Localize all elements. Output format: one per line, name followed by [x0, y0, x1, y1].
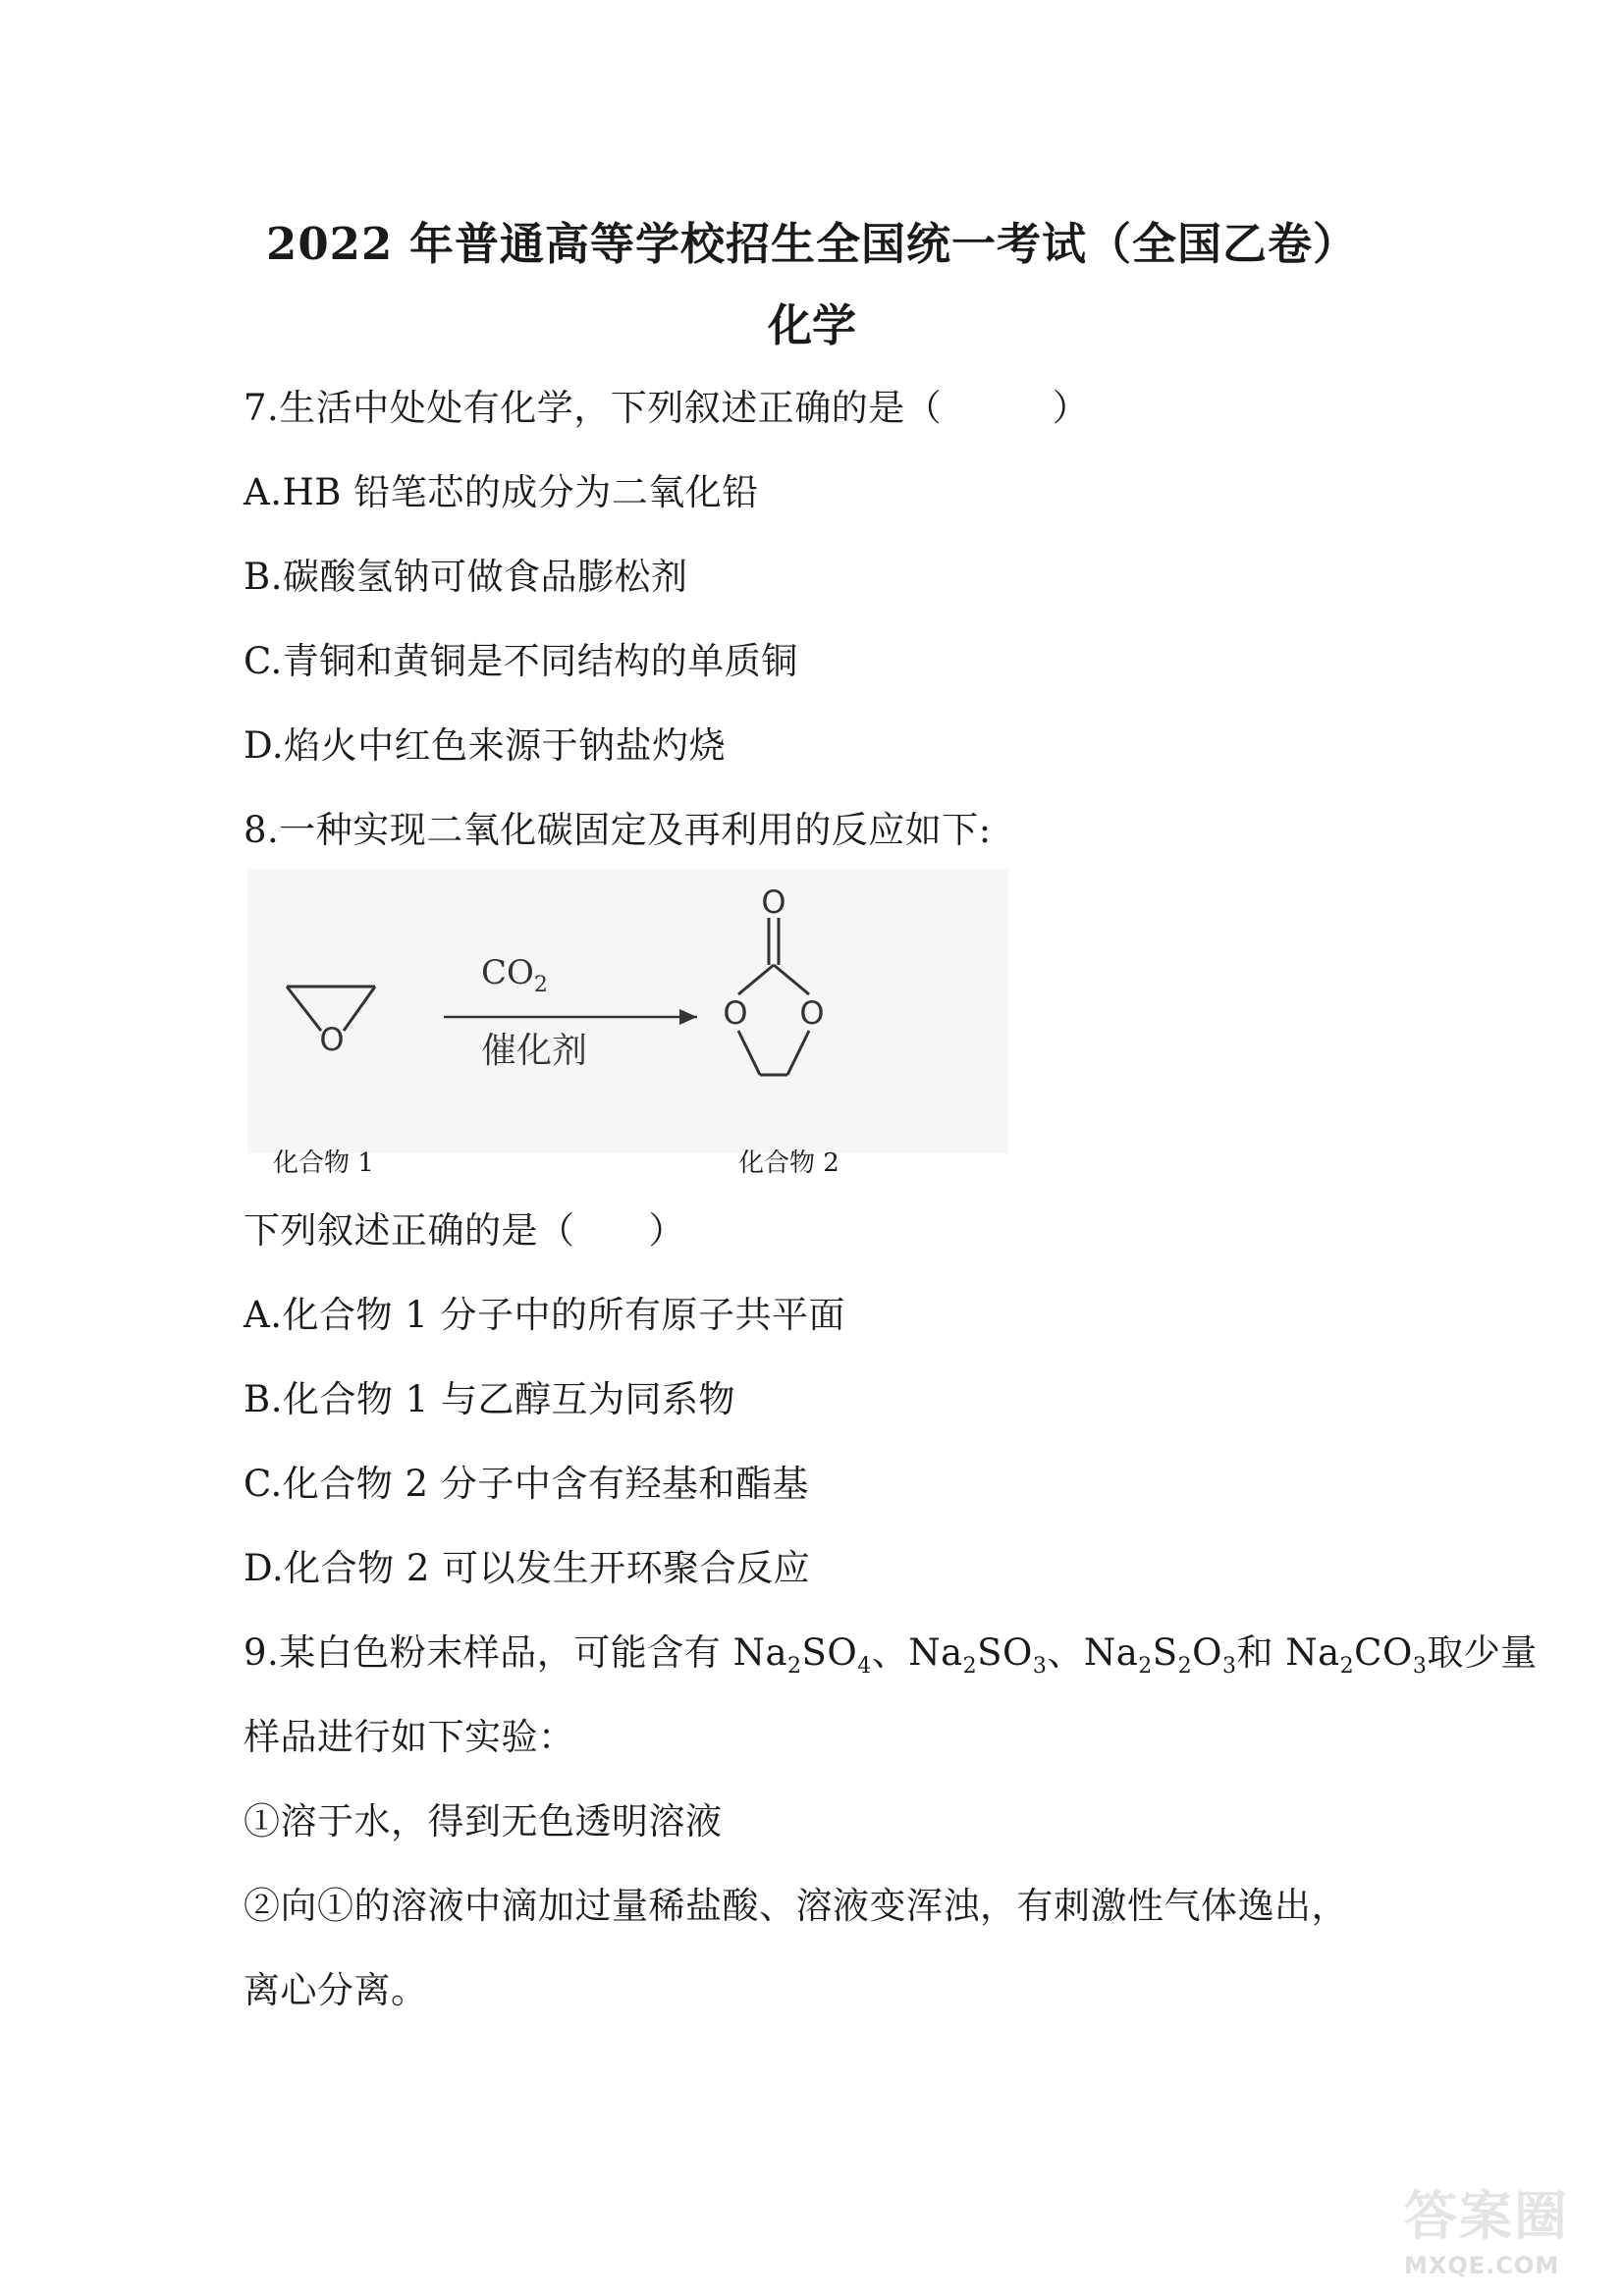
watermark-url: MXQE.COM — [1404, 2252, 1560, 2279]
q9-step-2: ②向①的溶液中滴加过量稀盐酸、溶液变浑浊，有刺激性气体逸出， — [244, 1885, 1348, 1927]
carbonyl-oxygen: O — [761, 883, 786, 921]
reagent-catalyst: 催化剂 — [481, 1031, 588, 1071]
compound-1-oxygen: O — [319, 1021, 345, 1058]
q7-option-c: C.青铜和黄铜是不同结构的单质铜 — [244, 640, 798, 682]
formula-na2co3: $Na_2CO_3$ — [1285, 1631, 1428, 1679]
ring-oxygen-right: O — [799, 994, 825, 1032]
reagent-co2: $CO_2$ — [481, 953, 548, 997]
formula-na2s2o3: $Na_2S_2O_3$ — [1083, 1631, 1237, 1679]
q9-step-1: ①溶于水，得到无色透明溶液 — [244, 1800, 723, 1842]
q8-option-a: A.化合物 1 分子中的所有原子共平面 — [244, 1294, 846, 1336]
reaction-figure — [247, 869, 1008, 1153]
compound-1-caption: 化合物 1 — [273, 1148, 374, 1178]
q8-prompt: 下列叙述正确的是（ ） — [244, 1209, 685, 1252]
watermark — [1404, 2174, 1610, 2282]
formula-na2so4: $Na_2SO_4$ — [732, 1631, 872, 1679]
q8-option-c: C.化合物 2 分子中含有羟基和酯基 — [244, 1463, 809, 1505]
compound-2-caption: 化合物 2 — [738, 1148, 839, 1178]
q9-step-2-cont: 离心分离。 — [244, 1969, 428, 2011]
watermark-logo: 答案圈 — [1404, 2185, 1569, 2247]
q9-stem-line2: 样品进行如下实验： — [244, 1716, 575, 1758]
compound-2-structure — [738, 918, 809, 1075]
q8-stem: 8.一种实现二氧化碳固定及再利用的反应如下: — [244, 809, 992, 851]
q9-stem-prefix: 9.某白色粉末样品，可能含有 — [244, 1631, 733, 1674]
q9-stem-suffix: 取少量 — [1427, 1631, 1538, 1674]
q9-stem: 9.某白色粉末样品，可能含有 $Na_2SO_4$、$Na_2SO_3$、$Na_2S_2O_3$和 $Na_2CO_3$取少量 — [244, 1631, 1538, 1679]
formula-na2so3: $Na_2SO_3$ — [908, 1631, 1048, 1679]
q8-option-d: D.化合物 2 可以发生开环聚合反应 — [244, 1547, 811, 1589]
q7-option-d: D.焰火中红色来源于钠盐灼烧 — [244, 724, 727, 767]
page-subject: 化学 — [767, 299, 856, 351]
page-title: 2022 年普通高等学校招生全国统一考试（全国乙卷） — [266, 218, 1358, 270]
q7-stem: 7.生活中处处有化学，下列叙述正确的是（ ） — [244, 387, 1090, 429]
ring-oxygen-left: O — [723, 994, 748, 1032]
q7-option-b: B.碳酸氢钠可做食品膨松剂 — [244, 556, 688, 598]
q7-option-a: A.HB 铅笔芯的成分为二氧化铅 — [244, 471, 759, 513]
q8-option-b: B.化合物 1 与乙醇互为同系物 — [244, 1378, 736, 1420]
